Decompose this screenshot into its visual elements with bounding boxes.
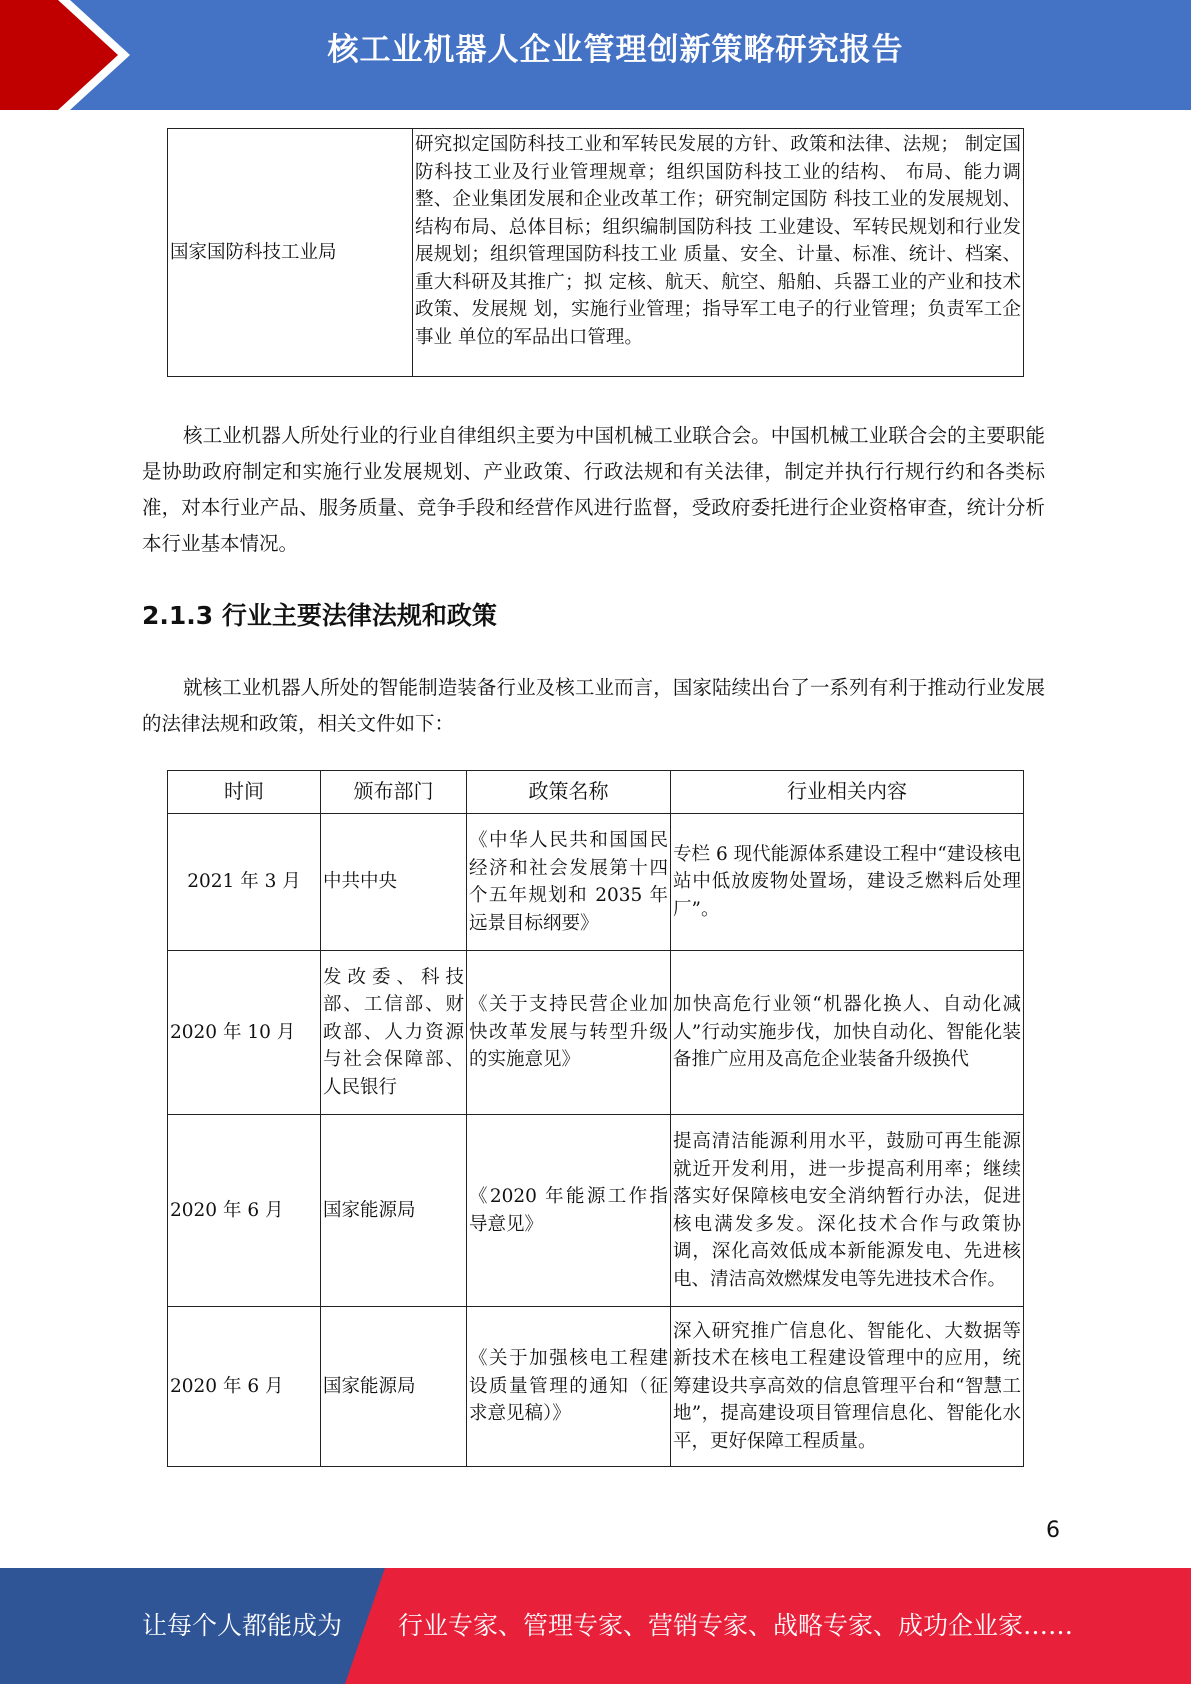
industry-organization-paragraph: 核工业机器人所处行业的行业自律组织主要为中国机械工业联合会。中国机械工业联合会的主要职能是协助政府制定和实施行业发展规划、产业政策、行政法规和有关法律，制定并执行行规行约和各类标准，对本行业产品、服务质量、竞争手段和经营作风进行监督，受政府委托进行企业资格审查，统计分析本行业基本情况。: [142, 424, 1045, 555]
department-cell: 中共中央: [321, 814, 467, 951]
table-row: [168, 951, 1024, 1115]
time-cell: 2020 年 10 月: [168, 951, 321, 1115]
page-number: 6: [1046, 1518, 1060, 1543]
report-title: 核工业机器人企业管理创新策略研究报告: [327, 32, 904, 68]
header-department: 颁布部门: [321, 771, 467, 814]
department-cell: 国家能源局: [321, 1307, 467, 1467]
header-time: 时间: [168, 771, 321, 814]
page-header: [0, 0, 1191, 110]
department-cell: 国家国防科技工业局: [168, 129, 413, 377]
table-header-row: [168, 771, 1024, 814]
department-duty-table: [167, 128, 1024, 377]
table-row: [168, 1307, 1024, 1467]
footer-slogan-left: 让每个人都能成为: [142, 1611, 343, 1640]
time-cell: 2020 年 6 月: [168, 1115, 321, 1307]
policy-name-cell: 《2020 年能源工作指导意见》: [467, 1115, 671, 1307]
header-policy-name: 政策名称: [467, 771, 671, 814]
policy-name-cell: 《关于支持民营企业加快改革发展与转型升级的实施意见》: [467, 951, 671, 1115]
policy-name-cell: 《关于加强核电工程建设质量管理的通知（征求意见稿）》: [467, 1307, 671, 1467]
header-content: 行业相关内容: [671, 771, 1024, 814]
time-cell: 2020 年 6 月: [168, 1307, 321, 1467]
department-cell: 发改委、科技部、工信部、财政部、人力资源与社会保障部、人民银行: [321, 951, 467, 1115]
table-row: [168, 129, 1024, 377]
content-cell: 提高清洁能源利用水平，鼓励可再生能源就近开发利用，进一步提高利用率；继续落实好保障核电安全消纳暂行办法，促进核电满发多发。深化技术合作与政策协调，深化高效低成本新能源发电、先进核电、清洁高效燃煤发电等先进技术合作。: [671, 1115, 1024, 1307]
content-cell: 专栏 6 现代能源体系建设工程中“建设核电站中低放废物处置场，建设乏燃料后处理厂”。: [671, 814, 1024, 951]
footer-slogan-right: 行业专家、管理专家、营销专家、战略专家、成功企业家……: [398, 1611, 1074, 1640]
department-cell: 国家能源局: [321, 1115, 467, 1307]
policy-name-cell: 《中华人民共和国国民经济和社会发展第十四个五年规划和 2035 年远景目标纲要》: [467, 814, 671, 951]
content-cell: 深入研究推广信息化、智能化、大数据等新技术在核电工程建设管理中的应用，统筹建设共享高效的信息管理平台和“智慧工地”，提高建设项目管理信息化、智能化水平，更好保障工程质量。: [671, 1307, 1024, 1467]
content-cell: 加快高危行业领“机器化换人、自动化减人”行动实施步伐，加快自动化、智能化装备推广应用及高危企业装备升级换代: [671, 951, 1024, 1115]
time-cell: 2021 年 3 月: [168, 814, 321, 951]
section-intro-paragraph: 就核工业机器人所处的智能制造装备行业及核工业而言，国家陆续出台了一系列有利于推动行业发展的法律法规和政策，相关文件如下：: [142, 676, 1045, 735]
section-heading: 2.1.3 行业主要法律法规和政策: [142, 601, 497, 630]
policy-table: [167, 770, 1024, 1467]
table-row: [168, 814, 1024, 951]
page-footer: [0, 1568, 1191, 1684]
duty-cell: 研究拟定国防科技工业和军转民发展的方针、政策和法律、法规； 制定国防科技工业及行业管理规章；组织国防科技工业的结构、 布局、能力调整、企业集团发展和企业改革工作；研究制定国防 科技工业的发展规划、结构布局、总体目标；组织编制国防科技 工业建设、军转民规划和行业发展规划；组织管理国防科技工业 质量、安全、计量、标准、统计、档案、重大科研及其推广；拟 定核、航天、航空、船舶、兵器工业的产业和技术政策、发展规 划，实施行业管理；指导军工电子的行业管理；负责军工企事业 单位的军品出口管理。: [413, 129, 1024, 377]
table-row: [168, 1115, 1024, 1307]
